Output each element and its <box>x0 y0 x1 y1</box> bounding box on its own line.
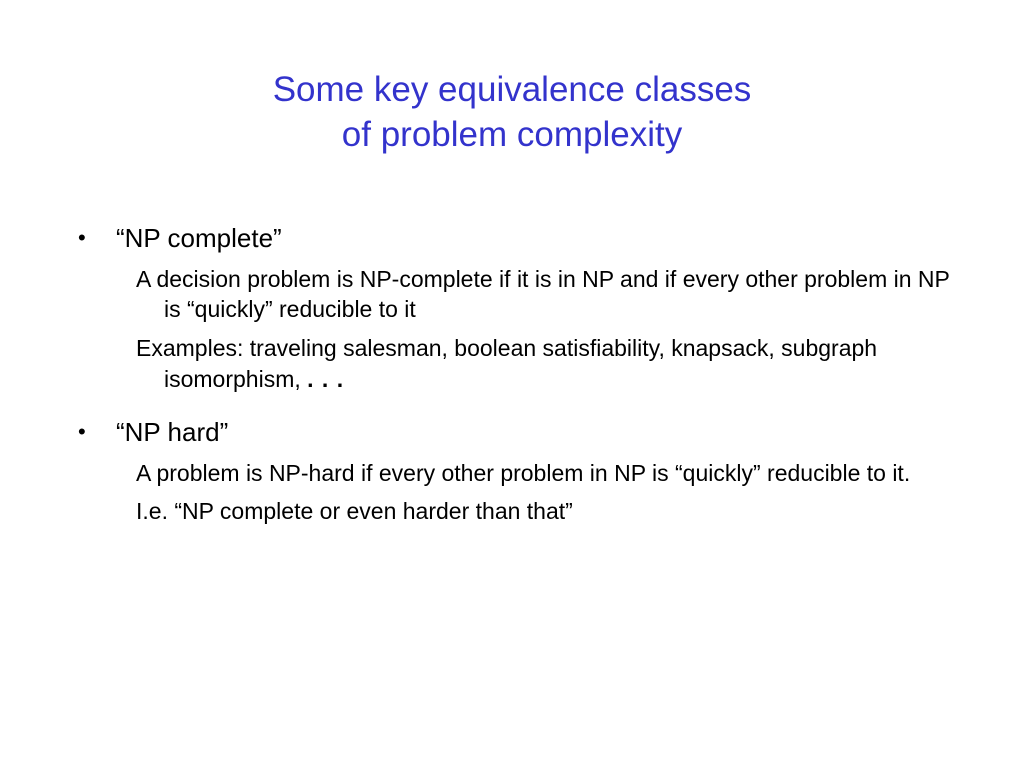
slide-body <box>78 222 958 537</box>
bullet-np-hard-label: “NP hard” <box>116 417 229 448</box>
slide-title-line-1: Some key equivalence classes <box>272 70 752 109</box>
bullet-np-hard <box>78 416 958 450</box>
bullet-np-complete-label: “NP complete” <box>116 223 282 253</box>
slide-title <box>0 68 1024 158</box>
section-np-hard <box>78 416 958 527</box>
bullet-marker-icon: • <box>78 419 86 445</box>
np-hard-restatement-text: I.e. “NP complete or even harder than that” <box>136 498 573 525</box>
np-complete-examples <box>136 333 958 394</box>
bullet-np-complete <box>78 222 958 256</box>
section-np-complete <box>78 222 958 394</box>
np-complete-examples-ellipsis: . . . <box>307 365 345 392</box>
np-hard-definition-text: A problem is NP-hard if every other problem in NP is “quickly” reducible to it. <box>136 459 911 486</box>
np-complete-definition <box>136 264 958 325</box>
bullet-marker-icon: • <box>78 225 86 250</box>
np-hard-definition <box>136 458 958 489</box>
slide-title-line-2: of problem complexity <box>341 114 683 154</box>
np-complete-definition-text: A decision problem is NP-complete if it is in NP and if every other problem in NP is “quickly” reducible to it <box>136 265 950 323</box>
np-complete-examples-text: Examples: traveling salesman, boolean satisfiability, knapsack, subgraph isomorphism, <box>136 334 878 392</box>
np-hard-restatement <box>136 496 958 527</box>
